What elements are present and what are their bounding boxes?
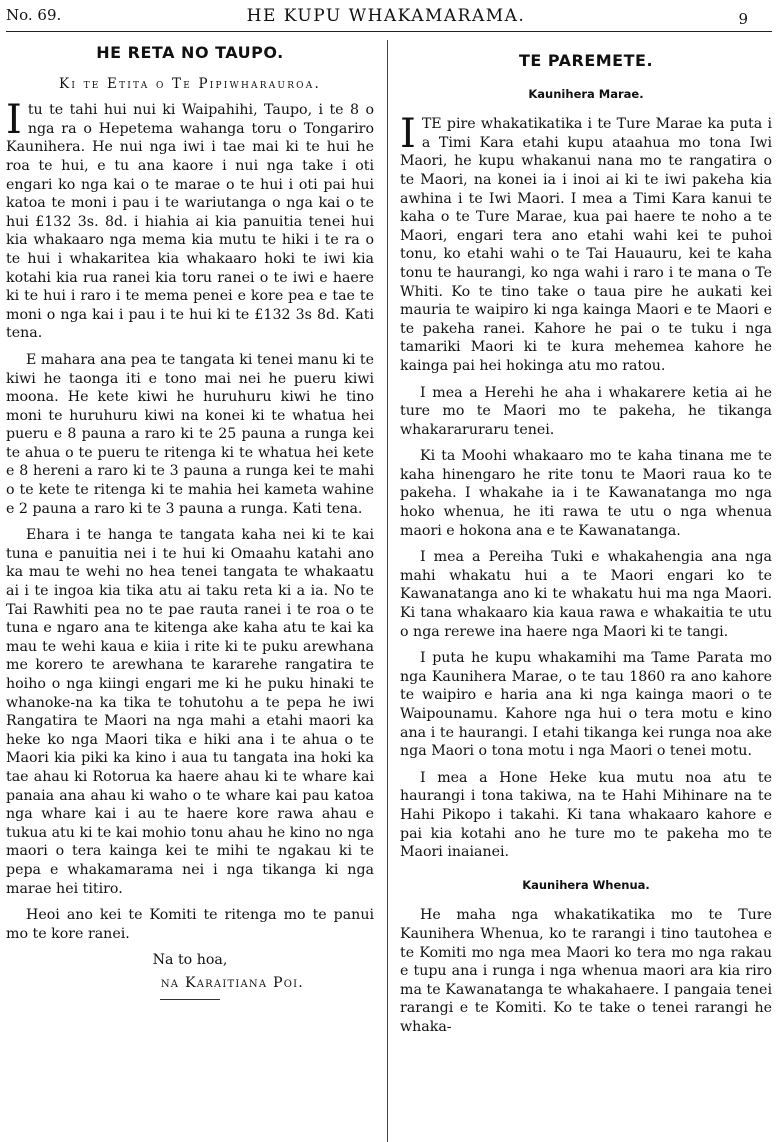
article-paragraph: Ki ta Moohi whakaaro mo te kaha tinana me te kaha hinengaro he rite tonu te Maori raua ko te pakeha. I whakahe ia i te Kawanatanga mo nga hoko whenua, he iti rawa te utu o nga whenua maori e hokona ana e te Kawanatanga.: [400, 448, 772, 539]
signer-name: na Karaitiana Poi.: [160, 974, 304, 991]
letter-paragraph: Heoi ano kei te Komiti te ritenga mo te panui mo te kore ranei.: [6, 907, 374, 942]
section-heading: Kaunihera Whenua.: [522, 877, 650, 892]
issue-number: No. 69.: [6, 6, 62, 24]
section-heading: Kaunihera Marae.: [528, 86, 644, 101]
article-paragraph: I mea a Herehi he aha i whakarere ketia ai he ture mo te Maori mo te pakeha, he tikanga whakararuraru tenei.: [400, 384, 772, 438]
parliament-title: TE PAREMETE.: [518, 51, 654, 70]
column-divider: [387, 40, 388, 1142]
letter-paragraph: Itu te tahi hui nui ki Waipahihi, Taupo, i te 8 o nga ra o Hepetema wahanga toru o Tongariro Kaunihera. He nui nga iwi i tae mai ki te hui he roa te hui, e tu ana kaore i nui nga take i oti engari ko nga kai o te marae o te hui i oti pai hui katoa te moni i pau i te wariutanga o nga kai o te hui £132 3s. 8d. i hiahia ai kia panuitia tenei hui kia whakaaro nga mema kia mutu te hiki i te ra o te hui i whakaritea kia whakaaro hoki te iwi kia kotahi kia rua ranei kia toru ranei o te iwi e haere ki te hui i raro i te mema penei e kore pea e tae te moni o nga kai i pau i te hui ki te £132 3s 8d. Kati tena.: [6, 97, 374, 342]
signoff: Na to hoa,: [152, 952, 228, 969]
drop-cap: I: [400, 111, 416, 158]
drop-cap: I: [6, 97, 22, 144]
running-header: [6, 6, 766, 34]
article-paragraph: I mea a Hone Heke kua mutu noa atu te haurangi i tona takiwa, na te Hahi Mihinare na te Hahi Pikopo i takahi. Ki tana whakaaro kahore e pai kia kotahi ano he ture mo te pakeha mo te Maori inaianei.: [400, 769, 772, 861]
right-column: [400, 52, 772, 1045]
letter-salutation: Ki te Etita o Te Pipiwharauroa.: [59, 75, 321, 92]
letter-paragraph: E mahara ana pea te tangata ki tenei manu ki te kiwi he taonga iti e tono mai nei he pueru kiwi moona. He kete kiwi he huruhuru kiwi he tino moni te huruhuru kiwi na konei ki te whatua hei pueru e 8 pauna a raro ki te 25 pauna a runga kei te ahua o te pueru te ritenga ki te whatua hei kete e 8 hereni a raro ki te 3 pauna a runga kei te mahi o te kete te ritenga ki te mahia hei kameta wahine e 2 pauna a raro ki te 3 pauna a runga. Kati tena.: [6, 351, 375, 517]
letter-title: HE RETA NO TAUPO.: [96, 43, 284, 62]
page-number: 9: [738, 10, 748, 28]
article-paragraph: I puta he kupu whakamihi ma Tame Parata mo nga Kaunihera Marae, o te tau 1860 ra ano kahore te waipiro e haria ana ki nga kainga maori o te Waipounamu. Kahore nga hui o tera motu e kino ana i te haurangi. I etahi tikanga kei runga noa ake nga Maori o tona motu i nga Maori o tenei motu.: [400, 650, 772, 760]
article-paragraph: He maha nga whakatikatika mo te Ture Kaunihera Whenua, ko te rarangi i tino tautohea e te Komiti mo nga mea Maori ko tera mo nga rakau e tupu ana i runga i nga whenua maori ara kia riro ma te Kawanatanga te whakahaere. I pangaia tenei rarangi e te Komiti. Ko te take o tenei rarangi he whaka-: [400, 907, 772, 1035]
publication-title: HE KUPU WHAKAMARAMA.: [246, 6, 526, 26]
article-paragraph: I mea a Pereiha Tuki e whakahengia ana nga mahi whakatu hui a te Maori engari ko te Kawanatanga ano ki te whakatu hui ma nga Maori. Ki tana whakaaro kia kaua rawa e whakaitia te utu o nga rerewe ina haere nga Maori ki te tangi.: [400, 549, 772, 640]
letter-paragraph: Ehara i te hanga te tangata kaha nei ki te kai tuna e panuitia nei i te hui ki Omaahu katahi ano ka mau te wehi no hea tenei tangata te whakaatu ai i te ingoa kia tika atu ai taku reta ki a ia. No te Tai Rawhiti pea no te pae rauta ranei i te roa o te tuna e ngaro ana te kitenga ake kaha atu te kai ka mau te wehi kaua e kiia i rite ki te puku arewhana me korero te arewhana te kararehe rangatira te hoiho o nga kiingi engari me ki he puku hinaki te whanoke-na ka tika te tohutohu a te pepa he iwi Rangatira te Maori na nga mahi a etahi maori ka heke ko nga Maori tika e hiki ana i te ahua o te Maori kia piki ka kino i aua tu tangata ina hoki ka tae ahau ki Rotorua ka haere ahau ki te whare kai panaia ana ahau ki waho o te whare kai pau katoa nga whare kai i au te haere kore rawa ahau e tukua atu ki te kai mohio tonu ahau he kino no nga maori o tera kainga kei te mihi te ngakau ki te pepa e whakamarama nei i nga tikanga ki nga marae hei titiro.: [6, 527, 374, 897]
left-column: [6, 44, 374, 1000]
header-rule: [6, 31, 772, 32]
article-paragraph: ITE pire whakatikatika i te Ture Marae ka puta i a Timi Kara etahi kupu ataahua mo tona Iwi Maori, he kupu whakanui nana mo te rangatira o te Maori, na konei ia i inoi ai ki te iwi pakeha kia awhina i te Iwi Maori. I mea a Timi Kara kanui te kaha o te Ture Marae, kua pai haere te noho a te Maori, engari tera ano etahi wahi kei te puhoi tonu, ko etahi wahi o te Tai Hauauru, kei te kaha tonu te haurangi, ko nga wahi i raro i te mana o Te Whiti. Ko te tino take o taua pire he aukati kei mauria te waipiro ki nga kainga Maori e te Maori e te pakeha ranei. Kahore he pai o te tuku i nga tamariki Maori ki te kura mehemea kahore he kainga pai hei hokinga atu mo ratou.: [400, 111, 772, 374]
end-rule: [160, 999, 220, 1000]
